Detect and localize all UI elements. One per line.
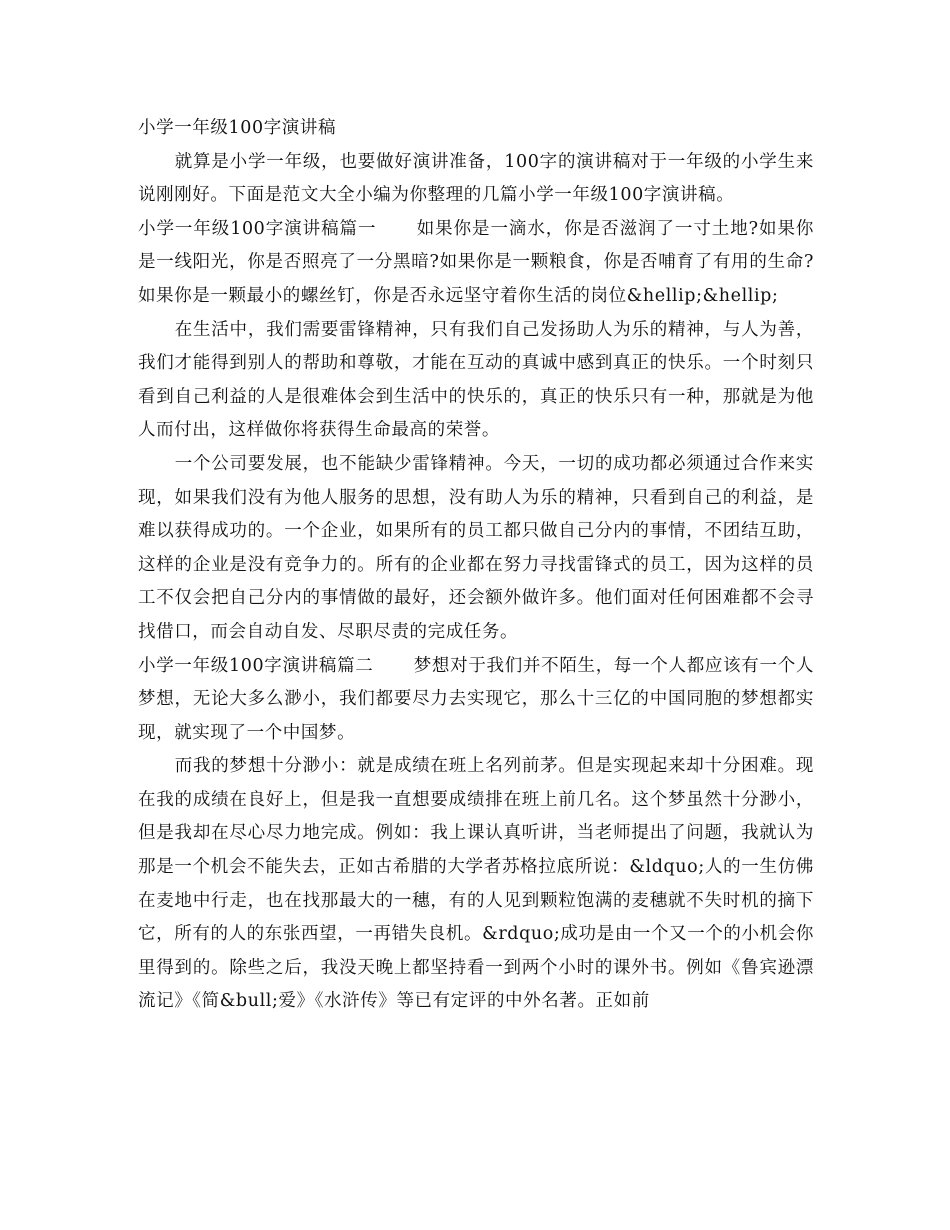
section-1-lead-paragraph [138, 213, 814, 314]
section-1-lead-text: 如果你是一滴水，你是否滋润了一寸土地?如果你是一线阳光，你是否照亮了一分黑暗?如果你是一颗粮食，你是否哺育了有用的生命?如果你是一颗最小的螺丝钉，你是否永远坚守着你生活的岗位&hellip;&hellip; [138, 218, 814, 306]
document-body [138, 112, 814, 1019]
section-2-paragraph-1: 而我的梦想十分渺小：就是成绩在班上名列前茅。但是实现起来却十分困难。现在我的成绩在良好上，但是我一直想要成绩排在班上前几名。这个梦虽然十分渺小，但是我却在尽心尽力地完成。例如：我上课认真听讲，当老师提出了问题，我就认为那是一个机会不能失去，正如古希腊的大学者苏格拉底所说：&ldquo;人的一生仿佛在麦地中行走，也在找那最大的一穗，有的人见到颗粒饱满的麦穗就不失时机的摘下它，所有的人的东张西望，一再错失良机。&rdquo;成功是由一个又一个的小机会你里得到的。除些之后，我没天晚上都坚持看一到两个小时的课外书。例如《鲁宾逊漂流记》《简&bull;爱》《水浒传》等已有定评的中外名著。正如前 [138, 756, 814, 1012]
section-2-heading: 小学一年级100字演讲稿篇二 [138, 655, 374, 676]
section-1-paragraph-2: 一个公司要发展，也不能缺少雷锋精神。今天，一切的成功都必须通过合作来实现，如果我们没有为他人服务的思想，没有助人为乐的精神，只看到自己的利益，是难以获得成功的。一个企业，如果所有的员工都只做自己分内的事情，不团结互助，这样的企业是没有竞争力的。所有的企业都在努力寻找雷锋式的员工，因为这样的员工不仅会把自己分内的事情做的最好，还会额外做许多。他们面对任何困难都不会寻找借口，而会自动自发、尽职尽责的完成任务。 [138, 453, 814, 642]
section-2-lead-paragraph [138, 650, 814, 751]
section-1-heading: 小学一年级100字演讲稿篇一 [138, 218, 377, 239]
section-1-paragraph-1: 在生活中，我们需要雷锋精神，只有我们自己发扬助人为乐的精神，与人为善，我们才能得到别人的帮助和尊敬，才能在互动的真诚中感到真正的快乐。一个时刻只看到自己利益的人是很难体会到生活中的快乐的，真正的快乐只有一种，那就是为他人而付出，这样做你将获得生命最高的荣誉。 [138, 319, 814, 441]
section-2-lead-text: 梦想对于我们并不陌生，每一个人都应该有一个人梦想，无论大多么渺小，我们都要尽力去实现它，那么十三亿的中国同胞的梦想都实现，就实现了一个中国梦。 [138, 655, 814, 743]
intro-paragraph: 就算是小学一年级，也要做好演讲准备，100字的演讲稿对于一年级的小学生来说刚刚好。下面是范文大全小编为你整理的几篇小学一年级100字演讲稿。 [138, 151, 814, 206]
document-title: 小学一年级100字演讲稿 [138, 118, 337, 138]
